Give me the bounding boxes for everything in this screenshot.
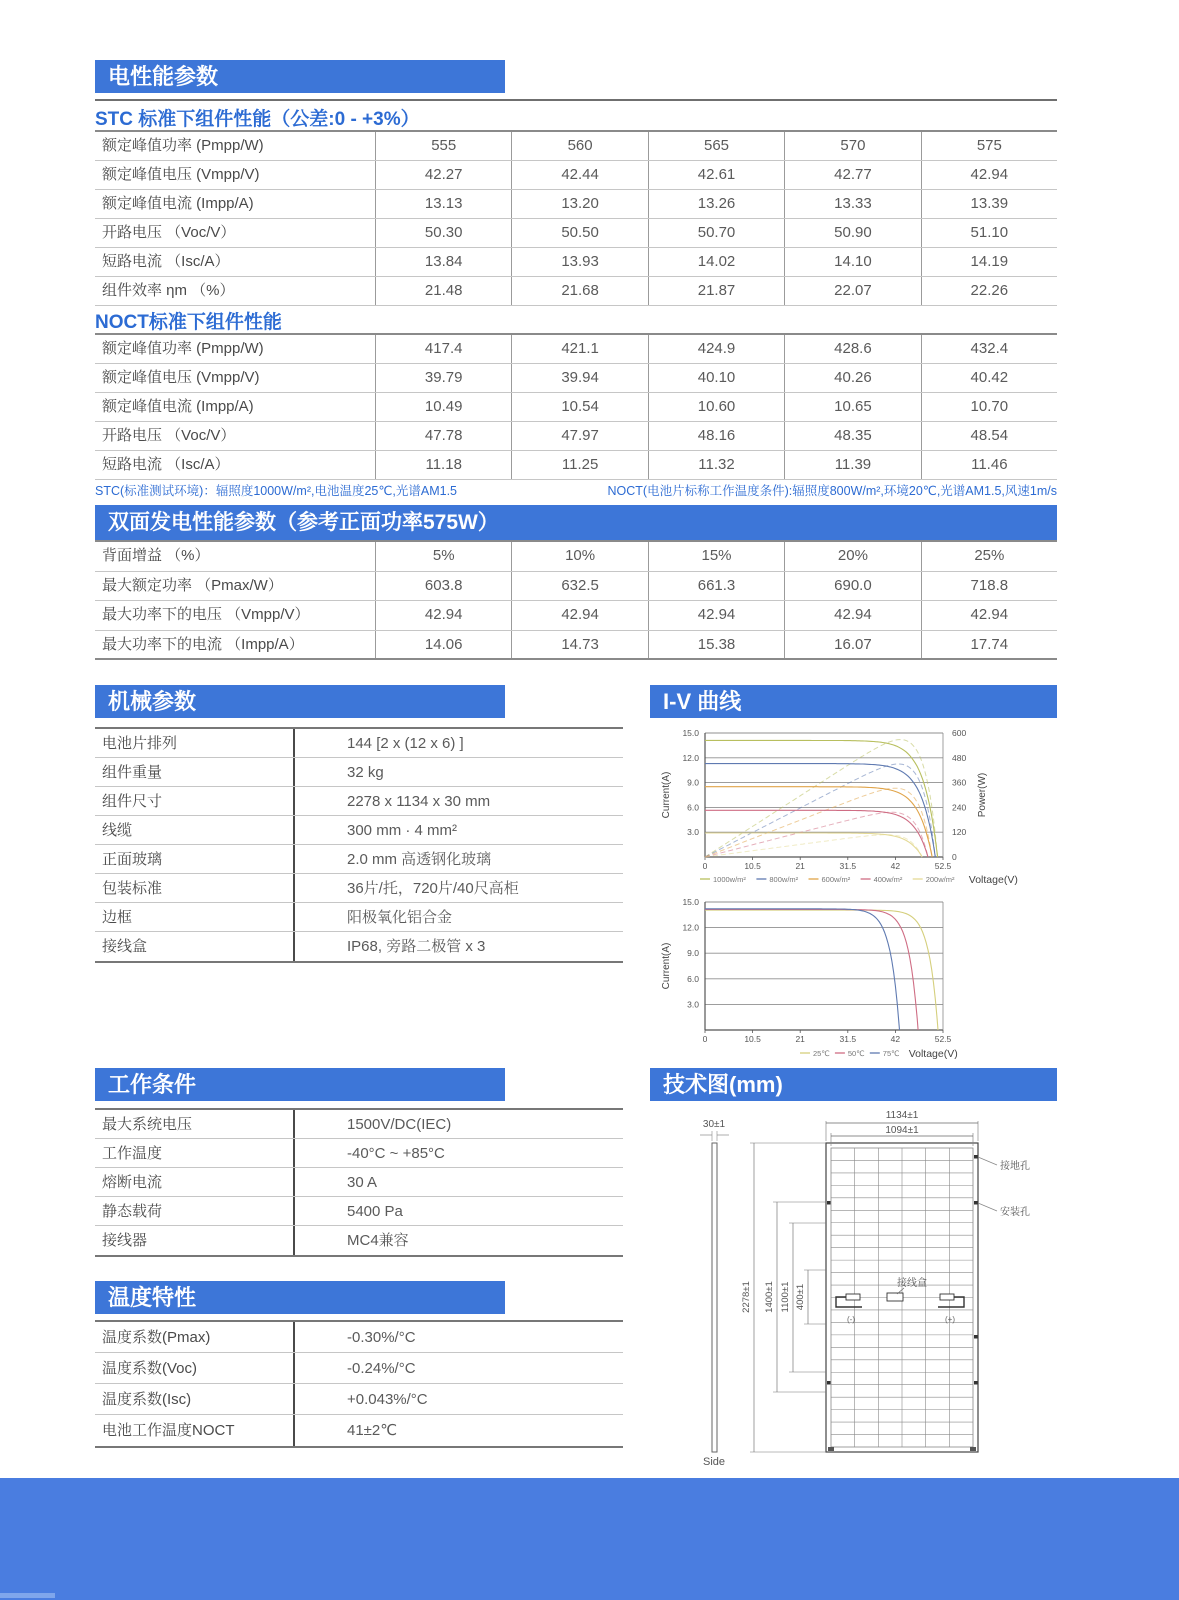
cell-value: 48.35 — [784, 422, 920, 450]
table-row — [95, 729, 623, 758]
cell-value: 22.07 — [784, 277, 920, 305]
cell-value: 42.44 — [511, 161, 647, 189]
cell-value: 632.5 — [511, 572, 647, 601]
svg-text:Power(W): Power(W) — [977, 772, 988, 818]
cell-value: 10.49 — [375, 393, 511, 421]
cell-value: 570 — [784, 132, 920, 160]
cell-value: 13.93 — [511, 248, 647, 276]
cell-value: 10.54 — [511, 393, 647, 421]
table-row — [95, 335, 1057, 364]
table-row — [95, 631, 1057, 661]
cell-value: 11.25 — [511, 451, 647, 479]
cell-value: 25% — [921, 542, 1057, 571]
cell-value: 50.70 — [648, 219, 784, 247]
section-header-mechanical: 机械参数 — [95, 685, 505, 718]
svg-text:31.5: 31.5 — [839, 861, 857, 871]
cell-value: 48.16 — [648, 422, 784, 450]
row-label: 组件效率 ηm （%） — [102, 282, 235, 299]
cell-value: 50.50 — [511, 219, 647, 247]
cell-value: 11.18 — [375, 451, 511, 479]
cell-value: 40.10 — [648, 364, 784, 392]
inner-width-dim-label: 1094±1 — [885, 1125, 919, 1136]
row-label: 组件尺寸 — [102, 793, 163, 810]
row-label: 接线盒 — [102, 938, 148, 955]
table-row — [95, 161, 1057, 190]
table-row — [95, 542, 1057, 572]
table-row — [95, 601, 1057, 631]
row-label: 电池片排列 — [102, 735, 178, 752]
cell-value: 13.39 — [921, 190, 1057, 218]
cell-value: 16.07 — [784, 631, 920, 659]
svg-text:0: 0 — [952, 852, 957, 862]
row-label: 最大功率下的电流 （Impp/A） — [102, 635, 304, 653]
cell-value: 10% — [511, 542, 647, 571]
row-value: 2.0 mm 高透钢化玻璃 — [293, 845, 623, 873]
cell-value: 50.90 — [784, 219, 920, 247]
table-row — [95, 1197, 623, 1226]
cell-value: 42.94 — [921, 601, 1057, 630]
cell-value: 13.13 — [375, 190, 511, 218]
table-row — [95, 248, 1057, 277]
row-label: 短路电流 （Isc/A） — [102, 253, 230, 270]
svg-text:6.0: 6.0 — [687, 802, 699, 813]
cell-value: 15% — [648, 542, 784, 571]
side-profile-view — [700, 1119, 729, 1465]
svg-text:15.0: 15.0 — [682, 728, 699, 738]
row-label: 温度系数(Voc) — [102, 1360, 198, 1377]
cell-value: 560 — [511, 132, 647, 160]
dim-1400-label: 1400±1 — [764, 1281, 775, 1313]
row-label: 额定峰值电压 (Vmpp/V) — [102, 369, 260, 386]
svg-text:600: 600 — [952, 728, 967, 738]
mounting-hole-label: 安装孔 — [1000, 1207, 1030, 1218]
row-label: 短路电流 （Isc/A） — [102, 456, 230, 473]
row-label: 熔断电流 — [102, 1174, 163, 1191]
dim-400-label: 400±1 — [795, 1283, 806, 1311]
table-row — [95, 903, 623, 932]
cell-value: 14.10 — [784, 248, 920, 276]
cell-value: 432.4 — [921, 335, 1057, 363]
svg-text:480: 480 — [952, 752, 967, 763]
row-label: 开路电压 （Voc/V） — [102, 427, 236, 444]
temperature-table — [95, 1320, 623, 1448]
cell-value: 10.65 — [784, 393, 920, 421]
cell-value: 20% — [784, 542, 920, 571]
table-row — [95, 219, 1057, 248]
section-header-temperature: 温度特性 — [95, 1281, 505, 1314]
bifacial-table — [95, 540, 1057, 660]
svg-text:52.5: 52.5 — [934, 861, 952, 871]
cell-value: 565 — [648, 132, 784, 160]
table-row — [95, 932, 623, 961]
row-label: 温度系数(Pmax) — [102, 1329, 211, 1346]
row-value: 36片/托，720片/40尺高柜 — [293, 874, 623, 902]
svg-text:Voltage(V): Voltage(V) — [908, 1048, 958, 1060]
iv-curve-chart-temperature — [650, 890, 1070, 1065]
svg-text:9.0: 9.0 — [687, 777, 699, 788]
cell-value: 14.02 — [648, 248, 784, 276]
row-label: 静态载荷 — [102, 1203, 163, 1220]
cell-value: 428.6 — [784, 335, 920, 363]
cell-value: 42.94 — [375, 601, 511, 630]
negative-terminal-label: (-) — [847, 1315, 855, 1324]
row-value: 阳极氧化铝合金 — [293, 903, 623, 931]
positive-terminal-label: (+) — [945, 1315, 955, 1324]
svg-text:21: 21 — [795, 1034, 805, 1044]
mechanical-table — [95, 727, 623, 963]
cell-value: 21.48 — [375, 277, 511, 305]
svg-text:1000w/m²: 1000w/m² — [713, 875, 746, 884]
cell-value: 15.38 — [648, 631, 784, 659]
row-label: 电池工作温度NOCT — [102, 1422, 235, 1439]
table-row — [95, 1139, 623, 1168]
cell-value: 48.54 — [921, 422, 1057, 450]
row-value: -0.24%/°C — [293, 1353, 623, 1383]
noct-note: NOCT(电池片标称工作温度条件):辐照度800W/m²,环境20℃,光谱AM1.5,风速1m/s — [607, 484, 1057, 498]
footer — [0, 1478, 1179, 1600]
svg-text:21: 21 — [795, 861, 805, 871]
cell-value: 421.1 — [511, 335, 647, 363]
cell-value: 575 — [921, 132, 1057, 160]
table-row — [95, 132, 1057, 161]
cell-value: 424.9 — [648, 335, 784, 363]
svg-text:9.0: 9.0 — [687, 948, 699, 959]
cell-value: 603.8 — [375, 572, 511, 601]
row-label: 接线器 — [102, 1232, 148, 1249]
section-header-electrical: 电性能参数 — [95, 60, 505, 93]
cell-value: 11.32 — [648, 451, 784, 479]
thickness-dim-label: 30±1 — [702, 1119, 726, 1130]
svg-text:25℃: 25℃ — [813, 1049, 830, 1058]
cell-value: 555 — [375, 132, 511, 160]
svg-text:120: 120 — [952, 827, 967, 838]
svg-text:Current(A): Current(A) — [661, 771, 672, 819]
cell-value: 13.33 — [784, 190, 920, 218]
row-label: 最大功率下的电压 （Vmpp/V） — [102, 606, 310, 623]
noct-subtitle: NOCT标准下组件性能 — [95, 312, 282, 333]
stc-table — [95, 130, 1057, 306]
cell-value: 42.94 — [511, 601, 647, 630]
row-label: 背面增益 （%） — [102, 547, 210, 564]
row-label: 包装标准 — [102, 880, 163, 897]
noct-table — [95, 333, 1057, 480]
table-row — [95, 422, 1057, 451]
svg-text:50℃: 50℃ — [847, 1049, 865, 1058]
svg-text:360: 360 — [952, 777, 967, 788]
cell-value: 13.26 — [648, 190, 784, 218]
row-value: MC4兼容 — [293, 1226, 623, 1255]
table-row — [95, 816, 623, 845]
side-label: Side — [702, 1456, 726, 1465]
cell-value: 42.27 — [375, 161, 511, 189]
cell-value: 42.77 — [784, 161, 920, 189]
table-row — [95, 364, 1057, 393]
cell-value: 14.19 — [921, 248, 1057, 276]
table-row — [95, 787, 623, 816]
cell-value: 40.26 — [784, 364, 920, 392]
cell-value: 14.06 — [375, 631, 511, 659]
cell-value: 11.39 — [784, 451, 920, 479]
svg-text:240: 240 — [952, 802, 967, 813]
row-value: -40°C ~ +85°C — [293, 1139, 623, 1167]
cell-value: 22.26 — [921, 277, 1057, 305]
cell-value: 21.68 — [511, 277, 647, 305]
iv-curve-chart-irradiance — [650, 718, 1070, 890]
grounding-hole-label: 接地孔 — [1000, 1161, 1030, 1172]
cell-value: 42.94 — [784, 601, 920, 630]
section-divider — [95, 99, 1057, 101]
row-value: 300 mm · 4 mm² — [293, 816, 623, 844]
svg-text:200w/m²: 200w/m² — [925, 875, 955, 884]
svg-text:3.0: 3.0 — [687, 827, 699, 838]
row-label: 开路电压 （Voc/V） — [102, 224, 236, 241]
table-row — [95, 1384, 623, 1415]
cell-value: 40.42 — [921, 364, 1057, 392]
svg-text:600w/m²: 600w/m² — [821, 875, 851, 884]
svg-text:0: 0 — [702, 1034, 708, 1044]
svg-text:6.0: 6.0 — [687, 973, 699, 984]
cell-value: 13.20 — [511, 190, 647, 218]
cell-value: 718.8 — [921, 572, 1057, 601]
row-label: 工作温度 — [102, 1145, 163, 1162]
junction-box-label: 接线盒 — [897, 1278, 927, 1289]
svg-text:12.0: 12.0 — [682, 922, 699, 933]
row-value: 32 kg — [293, 758, 623, 786]
section-header-bifacial: 双面发电性能参数（参考正面功率575W） — [95, 505, 1057, 540]
svg-text:75℃: 75℃ — [882, 1049, 900, 1058]
row-label: 额定峰值电压 (Vmpp/V) — [102, 166, 260, 183]
table-row — [95, 1168, 623, 1197]
table-row — [95, 1110, 623, 1139]
cell-value: 690.0 — [784, 572, 920, 601]
working-conditions-table — [95, 1108, 623, 1257]
table-row — [95, 1226, 623, 1255]
svg-text:10.5: 10.5 — [744, 1034, 761, 1044]
section-header-iv-curves: I-V 曲线 — [650, 685, 1057, 718]
row-value: 2278 x 1134 x 30 mm — [293, 787, 623, 815]
table-row — [95, 1353, 623, 1384]
table-row — [95, 874, 623, 903]
table-row — [95, 758, 623, 787]
table-row — [95, 277, 1057, 306]
cell-value: 661.3 — [648, 572, 784, 601]
table-row — [95, 572, 1057, 602]
table-row — [95, 1322, 623, 1353]
cell-value: 51.10 — [921, 219, 1057, 247]
cell-value: 21.87 — [648, 277, 784, 305]
cell-value: 10.60 — [648, 393, 784, 421]
row-value: IP68, 旁路二极管 x 3 — [293, 932, 623, 961]
svg-text:800w/m²: 800w/m² — [769, 875, 799, 884]
svg-text:3.0: 3.0 — [687, 999, 699, 1010]
svg-text:31.5: 31.5 — [839, 1034, 857, 1044]
row-label: 最大额定功率 （Pmax/W） — [102, 576, 283, 594]
row-label: 额定峰值功率 (Pmpp/W) — [102, 340, 264, 357]
cell-value: 417.4 — [375, 335, 511, 363]
svg-text:42: 42 — [890, 1034, 901, 1044]
cell-value: 10.70 — [921, 393, 1057, 421]
cell-value: 39.79 — [375, 364, 511, 392]
cell-value: 13.84 — [375, 248, 511, 276]
row-value: +0.043%/°C — [293, 1384, 623, 1414]
cell-value: 42.61 — [648, 161, 784, 189]
svg-text:400w/m²: 400w/m² — [873, 875, 903, 884]
height-dim-label: 2278±1 — [741, 1281, 752, 1313]
row-label: 组件重量 — [102, 764, 163, 781]
row-value: 41±2℃ — [293, 1415, 623, 1446]
cell-value: 47.97 — [511, 422, 647, 450]
cell-value: 42.94 — [648, 601, 784, 630]
row-label: 温度系数(Isc) — [102, 1391, 192, 1408]
cell-value: 42.94 — [921, 161, 1057, 189]
row-value: 1500V/DC(IEC) — [293, 1110, 623, 1138]
stc-note: STC(标准测试环境)：辐照度1000W/m²,电池温度25℃,光谱AM1.5 — [95, 484, 457, 498]
row-label: 线缆 — [102, 822, 133, 839]
test-condition-notes — [95, 481, 1057, 499]
svg-text:52.5: 52.5 — [934, 1034, 952, 1044]
section-header-technical-drawing: 技术图(mm) — [650, 1068, 1057, 1101]
technical-drawing — [650, 1085, 1079, 1465]
cell-value: 14.73 — [511, 631, 647, 659]
cell-value: 39.94 — [511, 364, 647, 392]
row-value: 30 A — [293, 1168, 623, 1196]
svg-text:12.0: 12.0 — [682, 752, 699, 763]
cell-value: 50.30 — [375, 219, 511, 247]
section-header-working-conditions: 工作条件 — [95, 1068, 505, 1101]
svg-text:10.5: 10.5 — [744, 861, 761, 871]
row-label: 额定峰值电流 (Impp/A) — [102, 195, 254, 212]
row-label: 额定峰值功率 (Pmpp/W) — [102, 137, 264, 154]
row-label: 最大系统电压 — [102, 1116, 193, 1133]
table-row — [95, 451, 1057, 480]
dim-1100-label: 1100±1 — [780, 1281, 791, 1313]
cell-value: 17.74 — [921, 631, 1057, 659]
table-row — [95, 393, 1057, 422]
table-row — [95, 1415, 623, 1446]
cell-value: 11.46 — [921, 451, 1057, 479]
stc-subtitle: STC 标准下组件性能（公差:0 - +3%） — [95, 109, 420, 130]
cell-value: 47.78 — [375, 422, 511, 450]
svg-text:0: 0 — [702, 861, 708, 871]
table-row — [95, 190, 1057, 219]
row-label: 额定峰值电流 (Impp/A) — [102, 398, 254, 415]
table-row — [95, 845, 623, 874]
svg-text:Voltage(V): Voltage(V) — [968, 874, 1018, 886]
svg-text:42: 42 — [890, 861, 901, 871]
row-value: -0.30%/°C — [293, 1322, 623, 1352]
overall-width-dim-label: 1134±1 — [885, 1110, 919, 1121]
row-label: 正面玻璃 — [102, 851, 163, 868]
row-label: 边框 — [102, 909, 133, 926]
svg-text:Current(A): Current(A) — [661, 942, 672, 990]
row-value: 5400 Pa — [293, 1197, 623, 1225]
footer-accent-tab — [0, 1593, 55, 1598]
row-value: 144 [2 x (12 x 6) ] — [293, 729, 623, 757]
svg-text:15.0: 15.0 — [682, 897, 699, 907]
cell-value: 5% — [375, 542, 511, 571]
